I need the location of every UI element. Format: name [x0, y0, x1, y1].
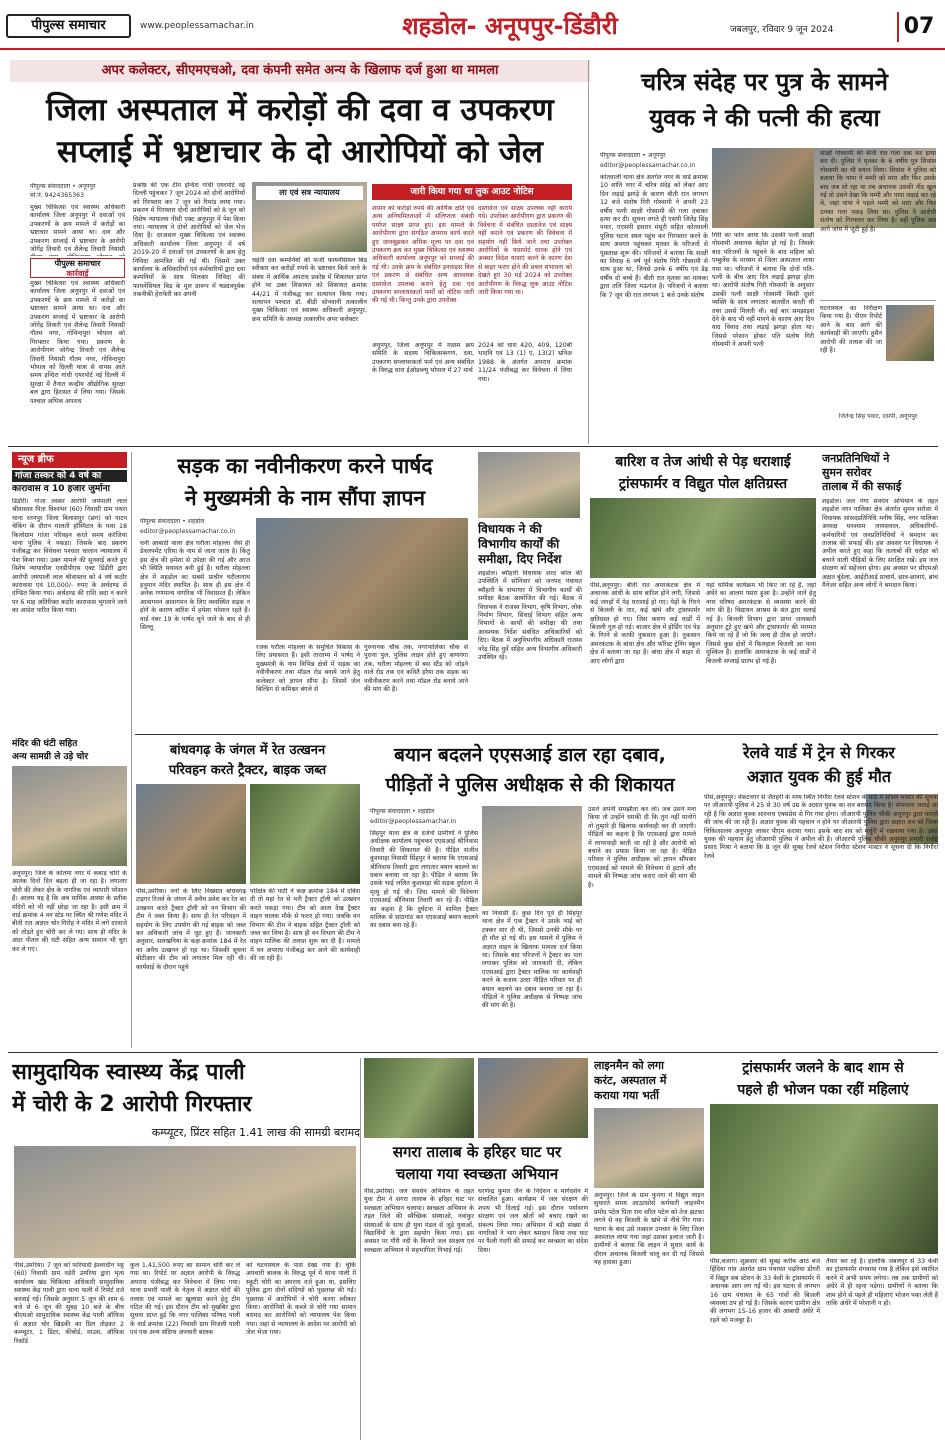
- pressure-photo: [482, 806, 582, 906]
- road-col-3: गुरुनानक चौक तक, नगरपालिका चौक से पुराना पुल, पुलिस लाइन होते हुए बाणगंगा तक, घरौला मोहल्ला से बस स्टैंड को जोड़ने वाले रोड तक एवं कवितै हरैया तक सड़क का नवीनीकरण करने तथा मॉडल रोड बनाये जाने की मांग की है।: [364, 644, 468, 694]
- railway-headline-2: अज्ञात युवक की हुई मौत: [746, 767, 892, 786]
- community-col-2: कुल 1,41,500 रुपए का सामान चोरी कर ले गया था। रिपोर्ट पर अज्ञात आरोपी के विरुद्ध अपराध पंजीबद्ध कर विवेचना में लिया गया। थाना प्रभारी पाली के नेतृत्व में अज्ञात चोरों की तलाश एवं मामले का खुलासा करने हेतु टीम गठित की गई। इस दौरान टीम को मुखबिर द्वारा सूचना प्राप्त हुई कि नगर पालिका परिषद पाली के वार्ड क्रमांक (22) निवासी ग्राम मिजली पाली एवं एक अन्य संदिग्ध अपचारी बालक: [130, 1262, 240, 1337]
- murder-byline: पीपुल्स संवाददाता • अनूपपुर: [600, 152, 666, 159]
- community-photo: [14, 1146, 356, 1258]
- news-brief-title-1: गांजा तस्कर को 4 वर्ष का: [12, 470, 127, 482]
- transformer-headline-2: पहले ही भोजन पका रहीं महिलाएं: [737, 1082, 909, 1098]
- lineman-headline-3: कराया गया भर्ती: [594, 1089, 659, 1102]
- storm-headline-1: बारिश व तेज आंधी से पेड़ धराशाई: [615, 454, 791, 470]
- vrule-bottom: [360, 1058, 361, 1440]
- railway-body: पीसं,अनूपपुर। वेंकटनगर से जैतहरी के मध्य स्थित निगौरा रेलवे स्टेशन के यार्ड में स्टेशन मास्टर की सूचना पर जीआरपी पुलिस ने 25 से 30 वर्ष उम्र के अज्ञात युवक का शव बरामद किया है। संभावना जताई जा रही है कि अज्ञात युवक सारनाथ एक्सप्रेस से गिर गया होगा। जीआरपी पुलिस चौकी अनूपपुर द्वारा मामले की जांच की जा रही है। अज्ञात युवक की पहचान न होने पर जीआरपी पुलिस द्वारा अज्ञात शव को जिला चिकित्सालय अनूपपुर लाकर पीएम कराया गया। इसके बाद शव को मर्चुरी में रखवाया गया है। उक्त युवक की पहचान हेतु जीआरपी पुलिस ने अपील की है। जीआरपी पुलिस चौकी अनूपपुर प्रभारी राजेंद्र प्रसाद मिश्रा ने बताया कि 8 जून की सुबह रेलवे स्टेशन निगौरा स्टेशन मास्टर ने सूचना दी कि निगौरा रेलवे: [704, 794, 938, 860]
- pressure-email[interactable]: editor@peoplessamachar.in: [370, 818, 457, 825]
- mla-body: शहडोल। ब्यौहारी विधायक शरद कोल की उपस्थिति में सोनिवार को जनपद पंचायत ब्यौहारी के सभागार में विभागीय कार्यों की समीक्षा बैठक आयोजित की गई। बैठक में विधायक ने राजस्व विभाग, कृषि विभाग, लोक निर्माण विभाग, सिंचाई विभाग सहित अन्य विभागों के कार्यों की समीक्षा की तथा आवश्यक निर्देश संबंधित अधिकारियों को दिए। बैठक में अनुविभागीय अधिकारी राजस्व नरेंद्र सिंह धुर्वे सहित अन्य विभागीय अधिकारी उपस्थित रहे।: [478, 570, 582, 662]
- divider-row-2: [135, 734, 938, 735]
- mla-headline-2: विभागीय कार्यों की: [478, 537, 560, 551]
- road-col-1: धनी आबादी वाला क्षेत्र घरौला मोहल्ला जैसे ही डेवलपमेंट एरिया के नाम से जाना जाता है। किंतु इस क्षेत्र की हमेशा से उपेक्षा की गई और आज भी स्थिति यथावत बनी हुई है। घरौला मोहल्ला क्षेत्र में शहडोल का सबसे प्राचीन घरौलानाथ हनुमान मंदिर स्थापित है। साथ ही इस क्षेत्र में अनेक गणमान्य नागरिक भी निवासरत हैं। लेकिन आवागमन आवागमन के लिए व्यवस्थित सड़क न होने के कारण बारिश में हमेशा परेशान रहते हैं। वार्ड नंबर 19 के पार्षद चुने जाने के बाद से ही सिल्लू: [140, 540, 250, 632]
- storm-headline-2: ट्रांसफार्मर व विद्युत पोल क्षतिग्रस्त: [618, 476, 788, 492]
- sand-col-2: परिक्षेत्र की पार्टी ने कक्ष क्रमांक 184 में दबिश दी तो यहां रेत से भरी ट्रैक्टर ट्रॉली को उत्खनन करते पकड़ा गया। टीम को आता देख ट्रैक्टर वाहन चालक मौके से फरार हो गया। जबकि वन विभाग की टीम ने बाइक सहित ट्रैक्टर ट्रॉली को जब्त कर लिया है। साथ ही वन विभाग की टीम ने वाहन मालिक की तलाश शुरू कर दी है। मामले में वन अपराध पंजीबद्ध कर आगे की कार्यवाही की जा रही है।: [250, 888, 360, 963]
- news-brief-body: डिंडौरी। गांजा तस्कर आरोपी जयपाली लाल श्रीवास्तव पिता विश्वंभर (60) निवासी ग्राम पथरा थाना रतनपुर जिला बिलासपुर (छग) को पाटन चेकिंग के दौरान मालती हॉस्पिटल के पास 18 किलोग्राम गांजा परिवहन करते समय करंजिया थाना पुलिस ने पकड़ा। जिसके बाद प्रकरण पंजीबद्ध कर विवेचना पश्चात चालान न्यायालय में पेश किया गया। उक्त मामले की सुनवाई करते हुए विशेष न्यायाधीश एनडीपीएस एक्ट डिंडौरी द्वारा आरोपी जयपाली लाल श्रीवास्तव को 4 वर्ष कठोर कारावास एवं 10,000/- रुपए के अर्थदण्ड से दण्डित किया गया। अर्थदण्ड की राशि अदा न करने पर 6 माह अतिरिक्त कठोर कारावास भुगताने जाने का आदेश पारित किया गया।: [12, 498, 127, 615]
- sp-quote-name: जितेन्द्र सिंह पवार, एसपी, अनूपपुर: [838, 413, 918, 420]
- transformer-col-2: तैयार कर रहे हैं। हालांकि जबलपुर से 33 केवी का ट्रांसफार्मर मंगवाया गया है लेकिन इसे स्थापित करने में अभी समय लगेगा। तब तक ग्रामीणों को अंधेरे में ही रहना पड़ेगा। ग्रामीणों ने बताया कि शाम होने से पहले ही महिलाएं भोजन पका लेती हैं ताकि अंधेरे में परेशानी न हो।: [826, 1258, 938, 1308]
- sand-photo-right: [250, 784, 360, 884]
- road-email[interactable]: editor@peoplessamachar.co.in: [140, 528, 236, 535]
- court-sign: ला एवं सत्र न्यायालय: [256, 186, 363, 200]
- lake-headline-3: तालाब में की सफाई: [822, 480, 902, 493]
- murder-email[interactable]: editor@peoplessamachar.co.in: [600, 162, 696, 169]
- karwai-badge-label: कार्रवाई: [66, 269, 89, 278]
- pressure-col-3: उसने अपनी समझौता कर लो। जब उसने मना किया तो उन्होंने धमकी दी कि तुम नहीं मानोगे तो तुम्हारे ही खिलाफ कार्यवाही कर दी जाएगी। पीड़ितों का कहना है कि एएसआई द्वारा मामले में लापरवाही बरती जा रही है और आरोपी को बचाने का प्रयास किया जा रहा है। पीड़ित परिवार ने पुलिस अधीक्षक को ज्ञापन सौंपकर एएसआई को मामले की विवेचना से हटाने और मामले की निष्पक्ष जांच कराए जाने की मांग की है।: [588, 806, 696, 889]
- lead-col-1-top: मुख्य चिकित्सा एवं स्वास्थ्य अधिकारी कार्यालय जिला अनूपपुर में दवाओं एवं उपकरणों के क्रय मामले में करोड़ों का भ्रष्टाचार सामने आया था। दवा और उपकरण सप्लाई में भ्रष्टाचार के आरोपी जोगेंद्र तिवारी एवं शैलेन्द्र तिवारी नियासी: [30, 204, 125, 254]
- road-headline-line-1: सड़क का नवीनीकरण करने पार्षद: [177, 454, 433, 478]
- news-brief-title-2: कारावास व 10 हजार जुर्माना: [12, 484, 110, 494]
- murder-photo: [712, 148, 814, 228]
- sagra-headline-2: चलाया गया स्वच्छता अभियान: [395, 1165, 559, 1183]
- lineman-headline-1: लाइनमैन को लगा: [594, 1059, 664, 1072]
- masthead: [0, 0, 945, 50]
- lead-col-5a: दस्तावेज एवं साक्ष्य उपलब्ध नहीं कराये गये। उपरोक्त आरोपीगण द्वारा प्रकरण की विवेचना में संबंधित दस्तावेज एवं साक्ष्य नहीं कराने एवं प्रकरण की विवेचना में सहयोग नहीं किये जाने तथा उपरोक्त आरोपियों के पासपोर्ट धारक होने एवं अक्सर विदेश यात्राएं करने के कारण देश से बाहर फरार होने की प्रबल संभावना को देखते हुए 30 मई 2024 को उपरोक्त आरोपीगण के विरुद्ध लुक आउट नोटिस जारी किया गया था।: [478, 205, 572, 297]
- karwai-badge: [30, 258, 125, 278]
- sagra-col-2: धरणेन्द्र कुमार जैन के निर्देशन व मार्गदर्शन में संचालित हुआ। कार्यक्रम में जल संरक्षण की शपथ भी दिलाई गई। इस दौरान पर्यावरण संरक्षण एवं जल स्रोतों को बचाए रखने का संकल्प लिया गया। अभियान में बड़ी संख्या में नागरिकों ने भाग लेकर श्रमदान किया तथा घाट पर फैली गंदगी की सफाई कर स्वच्छता का संदेश दिया।: [478, 1188, 588, 1254]
- sand-headline-1: बांधवगढ़ के जंगल में रेत उत्खनन: [169, 743, 326, 758]
- transformer-col-1: पीसं,बजाग। शुक्रवार की सुबह करीब आठ बजे हिंदिया गांव अंतर्गत ग्राम पंचायत पड़रिया डोंगरी में विद्युत सब स्टेशन के 33 केवी के ट्रांसफार्मर में अचानक आग लग गई थी। इस घटना से लगभग 16 ग्राम पंचायत के 65 गांवों की बिजली व्यवस्था ठप हो गई है। जिसके कारण ग्रामीण क्षेत्र की लगभग 15-16 हजार की आबादी अंधेरे में रहने को मजबूर है।: [710, 1258, 820, 1324]
- pressure-byline: पीपुल्स संवाददाता • शहडोल: [370, 808, 435, 815]
- lead-byline: पीपुल्स संवाददाता • अनूपपुर: [30, 183, 96, 190]
- lead-headline-line-1: जिला अस्पताल में करोड़ों की दवा व उपकरण: [46, 92, 554, 128]
- website-link[interactable]: www.peoplessamachar.in: [140, 21, 254, 31]
- pressure-headline-2: पीड़ितों ने पुलिस अधीक्षक से की शिकायत: [385, 774, 675, 796]
- lead-col-3: चहेती दवा कम्पनियों की फर्जी फायनेंसियल बिड स्वीकार कर करोड़ों रुपये के भ्रष्टाचार किये जाने के संबंध में आर्थिक अपराध प्रकोष्ठ में शिकायत प्राप्त होने पर उक्त शिकायत को शिकायत क्रमांक 44/21 में पंजीबद्ध कर सत्यापन किया गया। सत्यापन पश्चात डॉ. बीडी सोनवानी तत्कालीन मुख्य चिकित्सा एवं स्वास्थ्य अधिकारी अनूपपुर, क्रय समिति के अध्यक्ष तत्कालीन अपर कलेक्टर: [252, 257, 367, 323]
- lake-headline-1: जनप्रतिनिधियों ने: [822, 452, 890, 465]
- mla-headline-3: समीक्षा, दिए निर्देश: [478, 552, 562, 566]
- transformer-headline-1: ट्रांसफार्मर जलने के बाद शाम से: [742, 1060, 904, 1076]
- murder-col-1: कोतवाली थाना क्षेत्र अंतर्गत नगर के वार्ड क्रमांक 10 शांति नगर में चरित्र संदेह को लेकर आए दिन लड़ाई झगड़े के कारण बीती रात लगभग 12 बजे संतोष गिरी गोस्वामी ने अपनी 23 वर्षीय पत्नी साक्षी गोस्वामी की गला दबाकर हत्या कर दी। सूचना लगते ही एसपी जितेंद्र सिंह पवार, एएसपी इसरार मंसूरी सहित कोतवाली पुलिस घटना स्थल पहुंच कर गिरफ्तार करने के साथ अवगत पहुंचकर मृतका के परिजनों से पूछताछ शुरू की। परिजनों ने बताया कि साक्षी का विवाह 6 वर्ष पूर्व संतोष गिरी गोस्वामी से साथ हुआ था, जिनसे उनके 6 वर्षीय एवं डेढ़ वर्षीय दो बच्चे हैं। बीती रात मृतका का मायका द्वारा तलि जिला मऊगंज है। परिजनों ने बताया कि 7 जून की रात लगभग 1 बजे उनके संतोष: [600, 174, 708, 299]
- transformer-photo: [710, 1104, 938, 1254]
- lead-col-1-bottom: मुख्य चिकित्सा एवं स्वास्थ्य अधिकारी कार्यालय जिला अनूपपुर में दवाओं एवं उपकरणों के क्रय मामले में करोड़ों का भ्रष्टाचार सामने आया था। दवा और उपकरण सप्लाई में भ्रष्टाचार के आरोपी जोगेंद्र तिवारी एवं शैलेन्द्र तिवारी नियासी गौतम नगर, गोविन्दपुरा भोपाल को गिरफ्तार किया गया। प्रकरण के आरोपीगण जोगेन्द्र तिवारी एवं शैलेन्द्र तिवारी नियासी गौतम नगर, गोविन्दपुरा भोपाल को दिल्ली यात्रा से वापस आते समय इन्दिरा गांधी एयरपोर्ट नई दिल्ली में सुरक्षा में तैनात कन्द्रीय औद्योगिक सुरक्षा बल द्वारा हिरासत में लिया गया। जिसके पश्चात अभिक अपराध: [30, 280, 125, 405]
- murder-col-2: गिरी का फोन आया कि उसकी पत्नी साक्षी गोस्वामी अचानक बेहोश हो गई है। जिसके बाद परिजनों के पहुंचने के बाद महिला को एम्बुलेंस के माध्यम से जिला अस्पताल लाया गया था। परिजनों ने बताया कि दोनों पति-पत्नी के बीच आए दिन लड़ाई झगड़ा होता था। आरोपी संतोष गिरी गोस्वामी के अनुसार उसकी पत्नी साक्षी गोस्वामी किसी दूसरे व्यक्ति के साथ लगातार बातचीत करती थी तथा उससे मिलती थी। कई बार समझाइश देने के बाद भी नहीं मानने के कारण आए दिन वाद विवाद तथा लड़ाई झगड़ा होता था। जिससे परेशान होकर पति संतोष गिरी गोस्वामी ने अपनी पत्नी: [712, 232, 814, 349]
- sp-quote-box: [820, 300, 936, 440]
- sp-quote-text: घटनास्थल का निरीक्षण किया गया है। पीएम रिपोर्ट आने के बाद आगे की कार्यवाही की जाएगी। हुसैन आरोपी की तलाश की जा रही है।: [820, 305, 882, 355]
- divider-row-3: [8, 1052, 938, 1053]
- lake-body: शहडोल। जल गंगा संवर्धन अभियान के तहत शहडोल नगर पालिका क्षेत्र अंतर्गत सुमन सरोवर में विधायक सांसदप्रतिनिधि मनीष सिंह, नगर पालिका अध्यक्ष घनश्याम जायसवाल, अधिकारियों-कर्मचारियों एवं जनप्रतिनिधियों ने श्रमदान कर तालाब की सफाई की। इस अवसर पर विधायक ने अपील करते हुए कहा कि तालाबों की धरोहर को बचाने वाली पीढ़ियों के लिए संरक्षित रखें। इस जल संरक्षण को सहेजना होगा। इस अवसर पर सीएमओ अक्षत बुंदेला, आईटीआई प्राचार्य, छात्र-छात्राएं, ब्रांच मैनेजर सहित अन्य लोगों ने श्रमदान किया।: [822, 498, 938, 590]
- sand-col-1: पीसं,उमरिया। वनों के लिए विख्यात बांधवगढ़ टाइगर रिजर्व के जंगल में अवैध प्रवेश कर रेत का उत्खनन करते ट्रैक्टर ट्रॉली को वन विभाग की टीम ने जब्त किया है। साथ ही रेत परिवहन में सहयोग के लिए उपयोग की गई बाइक को जब्त कर अधिकारी जांच में जुट हुए हैं। जानकारी अनुसार, सलखनिया के कक्ष क्रमांक 184 में रेत का अवैध उत्खनन हो रहा था। जिसकी सूचना बीटीआर की टीम को लगातार मिल रही थी। कार्यवाई के दौरान पहुंचे: [136, 888, 246, 971]
- dateline: जबलपुर, रविवार 9 जून 2024: [730, 25, 834, 35]
- road-headline-line-2: ने मुख्यमंत्री के नाम सौंपा ज्ञापन: [184, 486, 426, 510]
- lineman-photo: [594, 1108, 704, 1188]
- sp-portrait: [886, 305, 934, 361]
- brand-logo: पीपुल्स समाचार: [6, 14, 131, 38]
- murder-col-3: साक्षी गोस्वामी की बीती रात गला दबा कर हत्या कर दी। पुलिस ने मृतका के 6 वर्षीय पुत्र शिवांश गोस्वामी का भी बयान लिया। शिवांश ने पुलिस को बताया कि पापा ने मम्मी को मारा और फिर उसके बाद जब सो रहा था तब अचानक उसकी नींद खुल गई तो उसने देखा कि मम्मी और पापा लड़ाई कर रहे थे, जहां पापा ने पहले मम्मी को मारा और फिर उनका गला पकड़ लिया था। पुलिस ने आरोपी संतोष को गिरफ्तार कर लिया है। वहीं पुलिस अब आगे जांच में जुटी हुई है।: [820, 150, 936, 233]
- pressure-col-2: का निवासी है। कुछ दिन पूर्व ही सिंहपुर थाना क्षेत्र में एक ट्रैक्टर ने उसके भाई को टक्कर मार दी थी, जिससे उनकी मौके पर ही मौत हो गई थी। इस मामले में पुलिस ने अज्ञात वाहन के खिलाफ मामला दर्ज किया था। जिसके बाद परिजनों ने ट्रैक्टर का पता लगाकर पुलिस को जानकारी दी, लेकिन एएसआई द्वारा ट्रैक्टर मालिक पर कार्यवाही करने के बजाय उल्टा पीड़ित परिवार पर ही बयान बदलने का दबाव बनाया जा रहा है। पीड़ितों ने पुलिस अधीक्षक से निष्पक्ष जांच की मांग की है।: [482, 910, 582, 1010]
- lookout-notice-bar: जारी किया गया था लुक आउट नोटिस: [372, 184, 572, 200]
- vrule-left: [131, 452, 132, 1048]
- court-photo: [252, 182, 367, 252]
- lineman-headline-2: करंट, अस्पताल में: [594, 1074, 667, 1087]
- community-headline-2: में चोरी के 2 आरोपी गिरफ्तार: [12, 1092, 252, 1117]
- temple-theft-body: अनूपपुर। जिले के कोतमा नगर में कबाड़ चोरों के आतंक दिनों दिन बढ़ता ही जा रहा है। लगातार चोरी की लेकर क्षेत्र के नागरिक एवं व्यापारी परेशान हैं। आलम यह है कि अब धार्मिक आस्था के प्रतीक मंदिरों को भी नहीं छोड़ा जा रहा है। इसी क्रम में वार्ड क्रमांक 4 वन स्टेड पर स्थित श्री गणेश मंदिर में बीती रात अज्ञात चोर गिरोह ने मंदिर में लगे दरवाजे को तोड़ते हुए चोरी कर ले गए। साथ ही मंदिर के अंदर पीतल की घंटी सहित अन्य सामान भी चुरा कर ले गए।: [12, 870, 127, 953]
- karwai-badge-brand: पीपुल्स समाचार: [54, 259, 101, 268]
- sagra-photo-right: [478, 1058, 588, 1138]
- news-brief-tag: न्यूज ब्रीफ: [12, 452, 127, 468]
- lead-col-2: प्रकोष्ठ की एक टीम इन्दिरा गांधी एयरपोर्ट नई दिल्ली पहुंचकर 7 जून 2024 को दोनों आरोपियों को गिरफ्तार कर 7 जून को रिमांड लाया गया। प्रकरण में गिरफ्तार दोनों आरोपियों को 8 जून को विशेष न्यायालय पीसी एक्ट अनूपपुर में पेश किया गया। न्यायालय ने दोनों आरोपियों को जेल भेज दिया है। दरअसल मुख्य चिकित्सा एवं स्वास्थ्य अधिकारी कार्यालय जिला अनूपपुर में वर्ष 2019-20 में दवाओं एवं उपकरणों के क्रय हेतु निविदा आमंत्रित की गई थी। जिसमें उक्त कार्यालय के अधिकारियों एवं कर्मचारियों द्वारा दवा कम्पनियों के साथ मिलकर निविदा की फायनेंसियल बिड के मूल प्रारूप में षड्यंत्रपूर्वक तकनीकी हेराफेरी कर अपनी: [133, 182, 245, 299]
- sagra-photo-left: [364, 1058, 474, 1138]
- lineman-body: अनूपपुर। जिले के ग्राम फुनगा में विद्युत लाइन सुधारते समय आउटसोर्स कर्मचारी लाइनमैन प्रमोद पटेल पिता राम चरित पटेल को तेज झटका लगने से वह बिजली के खंभे से नीचे गिर गया। घटना के बाद उसे तत्काल उपचार के लिए जिला अस्पताल लाया गया जहां उसका इलाज जारी है। ग्रामीणों ने बताया कि लाइन में सुधार कार्य के दौरान अचानक बिजली चालू कर दी गई जिससे यह हादसा हुआ।: [594, 1192, 704, 1267]
- sand-photo-left: [136, 784, 246, 884]
- pressure-headline-1: बयान बदलने एएसआई डाल रहा दबाव,: [394, 744, 666, 766]
- road-col-2: रजक घरौला मोहल्ला के समुचित विकास के लिए प्रयासरत हैं। इसी तारतम्य में पार्षद ने मुख्यमंत्री के नाम विभिन्न क्षेत्रों में सड़क का नवीनीकरण तथा मॉडल रोड बनाये जाने हेतु कलेक्टर को ज्ञापन सौंपा है। जिसमें जेल बिल्डिंग से कमिश्नर बंगले से: [256, 644, 360, 694]
- storm-photo: [590, 498, 816, 578]
- murder-headline-line-1: चरित्र संदेह पर पुत्र के सामने: [641, 68, 888, 96]
- lead-col-4a: शासन को करोड़ों रुपये की आर्थिक क्षति एवं अन्य अनियमितताओं में संलिप्तता संबंधी पर्याप्त साक्ष्य प्राप्त हुए। इस मामले के आरोपीगण द्वारा संगठित अपराध कार्य करते हुए जानबूझकर अधिक मूल्य पर दवा एवं उपकरण क्रय कर मुख्य चिकित्सा एवं स्वास्थ्य अधिकारी कार्यालय अनूपपुर को सप्लाई की गई थी। उनके क्रय के संबंधित इनवाइस बिल एवं प्रकरण से संबंधित अन्य आवश्यक दस्तावेज उपलब्ध कराने हेतु दवा एवं उपकरण सप्लायरकर्ता फर्मों को नोटिस जारी की गई थी। किन्तु उनके द्वारा उपरोक्त: [372, 205, 474, 305]
- temple-theft-title-2: अन्य सामग्री ले उड़े चोर: [12, 752, 89, 762]
- lead-col-5b: 2024 को धारा 420, 409, 120बी भादवि एवं 13 (1) ए, 13(2) भ्रनिअ 1988 के अंतर्गत अपराध क्रमांक 11/24 पंजीबद्ध कर विवेचना में लिया गया।: [478, 342, 572, 383]
- sagra-col-1: पीसं,उमरिया। जल संवर्धन अभियान के तहत युवा टीम ने सगरा तालाब के हरिहर घाट पर स्वच्छता अभियान चलाया। स्वच्छता अभियान के तहत जिले की स्वैच्छिक संस्थाओं, नवांकुर संस्थाओं के साथ ही युवा मंडल से जुड़े युवाओं, विद्यार्थियों के द्वारा सहयोग किया गया। इस अवसर पर गौरी नदी के किनारे जल संरक्षण एवं स्वच्छता अभियान में सहभागिता निभाई गई।: [364, 1188, 474, 1254]
- sand-headline-2: परिवहन करते ट्रैक्टर, बाइक जब्त: [168, 763, 327, 778]
- temple-photo: [12, 766, 127, 866]
- storm-col-1: पीसं,अनूपपुर। बीती रात अमरकंटक क्षेत्र में अचानक आंधी के साथ बारिश होने लगी, जिससे कई जगहों में पेड़ धराशाई हो गए। पेड़ों के गिरने से बिजली के तार, कई खंभे और ट्रांसफार्मर क्षतिग्रस्त हो गए। जिस कारण कई वार्डों में बिजली गुल हो गई। बाजार क्षेत्र में होर्डिंग एवं पेड़ के गिरने से काफी नुकसान हुआ है। नुकसान अमरकंटक के बांधा क्षेत्र और फॉरेस्ट ट्रेनिंग स्कूल क्षेत्र में बताया जा रहा है। बांधा क्षेत्र में बाहर से आए लोगों द्वारा: [590, 582, 700, 665]
- mla-headline-1: विधायक ने की: [478, 522, 542, 536]
- section-title: शहडोल- अनूपपुर-डिंडौरी: [402, 12, 618, 40]
- road-photo: [256, 518, 468, 640]
- storm-col-2: यहां धार्मिक कार्यक्रम भी किए जा रहे हैं, जहां अंधेरे का आलम पसरा हुआ है। उन्होंने जाने हेतु नगर परिषद अमरकंटक से व्यवस्था करने की मांग की है। विद्यायन आश्रम के संत द्वारा चलाई गई है। बिजली विभाग द्वारा प्राप्त जानकारी अनुसार टूटे हुए खंभे और ट्रांसफार्मर की मरम्मत किये जा रहे हैं जो कि जल्द ही ठीक हो जाएंगे। जिससे कुछ क्षेत्रों में फिलहाल बिजली आ पाना मुश्किल है। हालांकि अमरकंटक के कई वार्डों में बिजली सप्लाई प्रारंभ हो गई है।: [706, 582, 816, 665]
- lake-headline-2: सुमन सरोवर: [822, 466, 872, 479]
- road-byline: पीपुल्स संवाददाता • शहडोल: [140, 518, 205, 525]
- community-subheading: कम्प्यूटर, प्रिंटर सहित 1.41 लाख की सामग्री बरामद: [151, 1126, 360, 1139]
- page-number: 07: [897, 12, 939, 42]
- community-headline-1: सामुदायिक स्वास्थ्य केंद्र पाली: [12, 1060, 245, 1085]
- pressure-col-1: सिंहपुर थाना क्षेत्र के दर्जनों ग्रामीणों ने पुलिस अधीक्षक कार्यालय पहुंचकर एएसआई श्रीनिवास तिवारी की शिकायत की है। पीड़ित संजीव कुशवाहा निवासी सिंहपुर ने बताया कि एएसआई श्रीनिवास तिवारी द्वारा लगातार बयान बदलने का दबाव बनाया जा रहा है। पीड़ित ने बताया कि उसके भाई ललित कुशवाहा की सड़क दुर्घटना में मृत्यु हो गई थी। जिस मामले की विवेचना एएसआई श्रीनिवास तिवारी कर रहे हैं। पीड़ित का कहना है कि दुर्घटना में शामिल ट्रैक्टर मालिक से सांठगांठ कर एएसआई बयान बदलने का दबाव बना रहे हैं।: [370, 830, 478, 930]
- community-col-1: पीसं,उमरिया। 7 जून को फरियादी ईश्वरदीन भट्ट (60) निवासी ग्राम वडेरी उमरिया द्वारा भृत्य कार्यालय खंड चिकित्सा अधिकारी सामुदायिक स्वास्थ्य केंद्र पाली द्वारा थाना पाली में रिपोर्ट दर्ज करवाई गई। जिसके अनुसार 5 जून की शाम 6 बजे से 6 जून की सुबह 10 बजे के बीच बीएमओ सामुदायिक स्वास्थ्य केंद्र पाली ऑफिस से अज्ञात चोर खिड़की का ग्रिल तोड़कर 2 कम्प्यूटर, 1 प्रिंटर, कीबोर्ड, माउस, ऑफिस रिकॉर्ड: [14, 1262, 124, 1345]
- temple-theft-title-1: मंदिर की घंटी सहित: [12, 739, 78, 749]
- mla-photo: [478, 452, 580, 518]
- lead-headline-line-2: सप्लाई में भ्रष्टाचार के दो आरोपियों को जेल: [57, 134, 543, 170]
- lead-kicker: अपर कलेक्टर, सीएमएचओ, दवा कंपनी समेत अन्य के खिलाफ दर्ज हुआ था मामला: [10, 60, 590, 82]
- divider-row-1: [8, 446, 938, 447]
- railway-headline-1: रेलवे यार्ड में ट्रेन से गिरकर: [743, 743, 895, 762]
- lead-col-4b: अनूपपुर, जिला अनूपपुर में मदस्य क्रय समिति के सदस्य चिकित्सकगण, दवा, उपकरण सप्लायरकर्ता फर्म एवं अन्य संबंधित के विरुद्ध धारा ईओडब्ल्यू भोपाल में 27 मार्च: [372, 342, 474, 375]
- vrule-lead: [588, 60, 589, 444]
- sagra-headline-1: सगरा तालाब के हरिहर घाट पर: [392, 1143, 562, 1161]
- community-col-3: को घटनास्थल के पास देखा गया है। चूंकि अपचारी बालक के विरुद्ध पूर्व में थाना पाली में स्कूटी चोरी का अपराध दर्ज हुआ था, इसलिए पुलिस द्वारा दोनों संदिग्धों को पूछताछ की गई। पूछताछ में आरोपियों ने चोरी करना स्वीकार किया। आरोपियों के कब्जे से चोरी गया सामान बरामद कर आरोपियों को न्यायालय पेश किया गया। जहां से न्यायालय के आदेश पर आरोपी को जेल भेजा गया।: [246, 1262, 356, 1337]
- murder-headline-line-2: युवक ने की पत्नी की हत्या: [649, 104, 880, 132]
- lead-mobile: मो.नं. 9424365363: [30, 192, 85, 199]
